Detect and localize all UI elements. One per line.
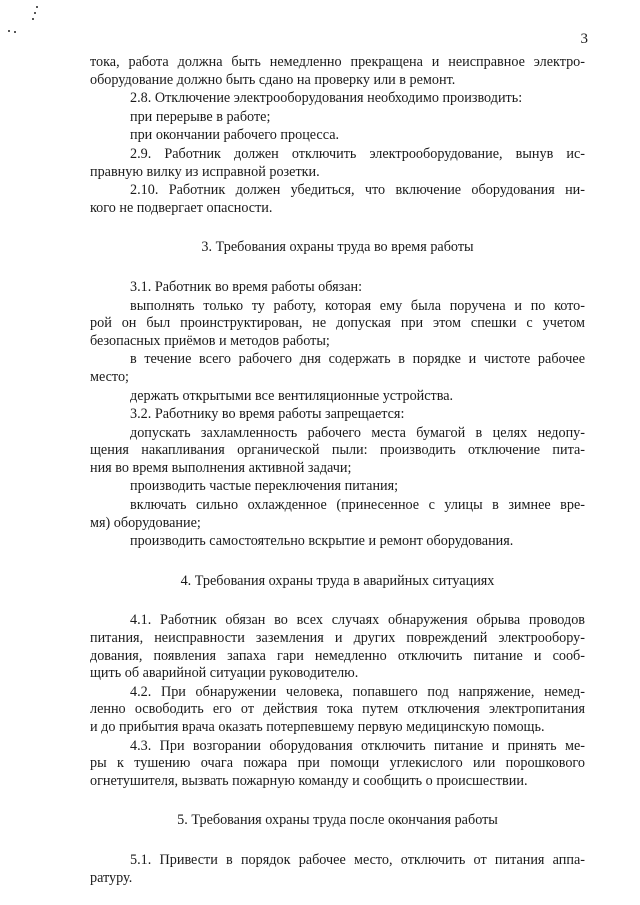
text-line: производить частые переключения питания; bbox=[130, 478, 399, 495]
text-line: щения накапливания органической пыли: производить отключение пита- bbox=[90, 442, 585, 459]
text-line: щить об аварийной ситуации руководителю. bbox=[90, 665, 359, 682]
paragraph bbox=[90, 497, 585, 532]
section-heading: 3. Требования охраны труда во время работы bbox=[201, 239, 474, 256]
paragraph bbox=[90, 54, 585, 89]
text-line: дования, появления запаха гари немедленно отключить питание и сооб- bbox=[90, 647, 585, 664]
section-heading: 5. Требования охраны труда после окончания работы bbox=[177, 812, 498, 829]
text-line: 4.3. При возгорании оборудования отключить питание и принять ме- bbox=[130, 737, 585, 754]
text-line: 4.1. Работник обязан во всех случаях обнаружения обрыва проводов bbox=[130, 612, 585, 629]
text-line: ленно освободить его от действия тока путем отключения электропитания bbox=[90, 701, 585, 718]
paragraph bbox=[90, 425, 585, 478]
document-body bbox=[90, 54, 585, 888]
paragraph bbox=[90, 738, 585, 791]
text-line: рой он был проинструктирован, не допуская при этом спешки с учетом bbox=[90, 315, 585, 332]
section-heading: 4. Требования охраны труда в аварийных ситуациях bbox=[180, 572, 495, 589]
text-line: ры к тушению очага пожара при помощи углекислого или порошкового bbox=[90, 755, 585, 772]
paragraph bbox=[90, 533, 585, 551]
scan-marks bbox=[6, 4, 46, 34]
text-line: и до прибытия врача оказать потерпевшему первую медицинскую помощь. bbox=[90, 719, 545, 735]
text-line: производить самостоятельно вскрытие и ремонт оборудования. bbox=[130, 533, 514, 550]
paragraph bbox=[90, 279, 585, 297]
paragraph bbox=[90, 612, 585, 682]
text-line: оборудование должно быть сдано на проверку или в ремонт. bbox=[90, 71, 456, 88]
text-line: место; bbox=[90, 368, 129, 385]
text-line: 3.1. Работник во время работы обязан: bbox=[130, 278, 363, 295]
paragraph bbox=[90, 146, 585, 181]
paragraph bbox=[90, 388, 585, 406]
paragraph bbox=[90, 109, 585, 127]
paragraph bbox=[90, 351, 585, 386]
paragraph bbox=[90, 182, 585, 217]
text-line: питания, неисправности заземления и других повреждений электрообору- bbox=[90, 630, 585, 647]
text-line: 2.9. Работник должен отключить электрооборудование, вынув ис- bbox=[130, 145, 585, 162]
text-line: допускать захламленность рабочего места бумагой в целях недопу- bbox=[130, 424, 585, 441]
text-line: 2.10. Работник должен убедиться, что включение оборудования ни- bbox=[130, 182, 585, 199]
paragraph bbox=[90, 298, 585, 351]
text-line: правную вилку из исправной розетки. bbox=[90, 163, 320, 180]
text-line: огнетушителя, вызвать пожарную команду и сообщить о происшествии. bbox=[90, 772, 528, 789]
text-line: 3.2. Работнику во время работы запрещается: bbox=[130, 406, 405, 423]
text-line: 2.8. Отключение электрооборудования необходимо производить: bbox=[130, 90, 523, 107]
paragraph bbox=[90, 852, 585, 887]
text-line: 5.1. Привести в порядок рабочее место, отключить от питания аппа- bbox=[130, 851, 585, 868]
paragraph bbox=[90, 127, 585, 145]
text-line: тока, работа должна быть немедленно прекращена и неисправное электро- bbox=[90, 54, 585, 70]
text-line: выполнять только ту работу, которая ему была поручена и по кото- bbox=[130, 297, 585, 314]
text-line: держать открытыми все вентиляционные устройства. bbox=[130, 387, 454, 404]
paragraph bbox=[90, 90, 585, 108]
paragraph bbox=[90, 684, 585, 737]
paragraph bbox=[90, 406, 585, 424]
text-line: кого не подвергает опасности. bbox=[90, 199, 273, 216]
text-line: включать сильно охлажденное (принесенное с улицы в зимнее вре- bbox=[130, 497, 585, 514]
text-line: ния во время выполнения активной задачи; bbox=[90, 459, 352, 476]
text-line: 4.2. При обнаружении человека, попавшего под напряжение, немед- bbox=[130, 683, 585, 700]
text-line: при окончании рабочего процесса. bbox=[130, 127, 340, 144]
text-line: при перерыве в работе; bbox=[130, 108, 271, 125]
text-line: в течение всего рабочего дня содержать в порядке и чистоте рабочее bbox=[130, 351, 585, 368]
page-number: 3 bbox=[580, 31, 588, 47]
paragraph bbox=[90, 478, 585, 496]
text-line: безопасных приёмов и методов работы; bbox=[90, 332, 330, 349]
text-line: мя) оборудование; bbox=[90, 514, 201, 531]
text-line: ратуру. bbox=[90, 869, 133, 886]
